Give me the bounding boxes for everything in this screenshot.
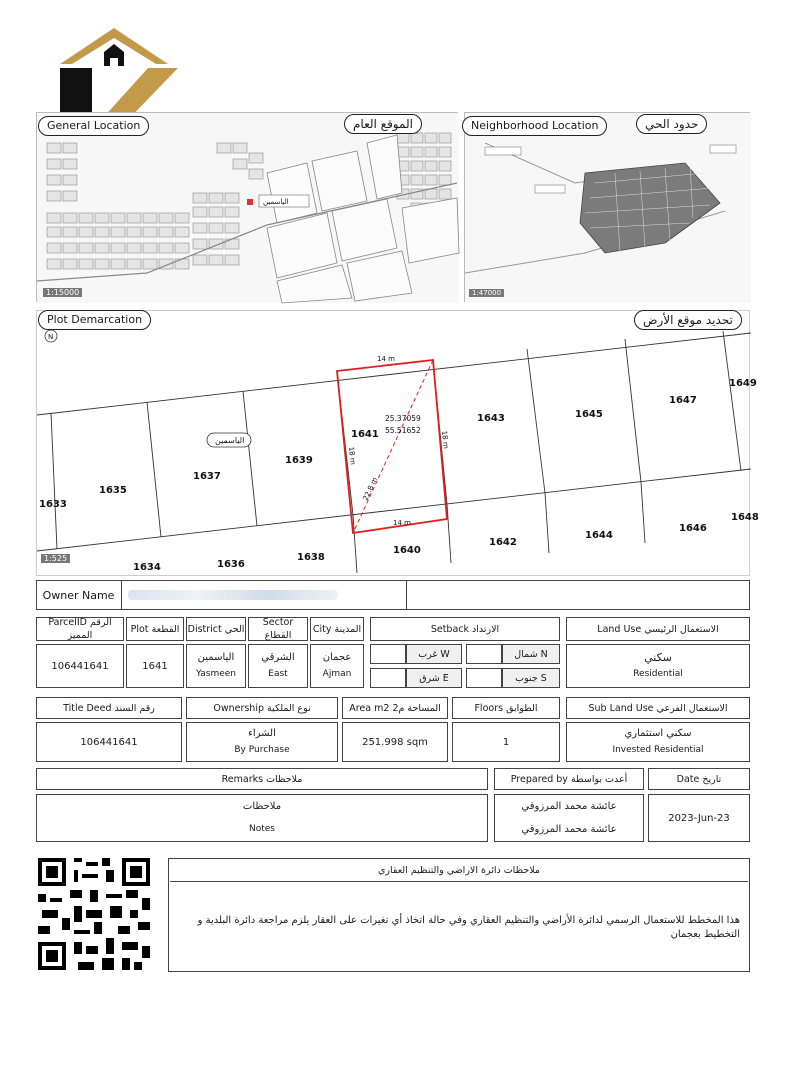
value-remarks-ar: ملاحظات: [242, 801, 282, 812]
general-location-map: [36, 112, 458, 302]
value-sub-land-use: [566, 722, 750, 762]
value-ownership-en: By Purchase: [234, 745, 290, 755]
qr-code: [38, 858, 150, 970]
setback-s-label: جنوب S: [502, 668, 560, 688]
header-parcel-id: ParcelID الرقم المميز: [36, 617, 124, 641]
neighborhood-location-label-ar: حدود الحي: [636, 114, 707, 134]
qr-code-icon: [38, 858, 150, 970]
plot-coord-1: 25.37059: [385, 414, 421, 423]
plot-dim-top: 14 m: [377, 355, 395, 363]
north-label: N: [48, 333, 54, 341]
lot-1648: 1648: [731, 512, 759, 523]
department-notes-title: ملاحظات دائرة الاراضي والتنظيم العقاري: [170, 860, 748, 882]
lot-1649: 1649: [729, 378, 757, 389]
plot-dim-right: 18 m: [440, 430, 450, 450]
plot-demarcation-map: [36, 310, 759, 576]
header-setback: Setback الارتداد: [370, 617, 560, 641]
lot-1647: 1647: [669, 395, 697, 406]
plot-demarcation-label: Plot Demarcation: [38, 310, 151, 330]
value-parcel-id: 106441641: [36, 644, 124, 688]
value-sector-en: East: [268, 669, 288, 679]
lot-1642: 1642: [489, 537, 517, 548]
plot-dim-diagonal: 22.8 m: [361, 476, 380, 502]
header-floors: Floors الطوابق: [452, 697, 560, 719]
neighborhood-map-scale: 1:47000: [469, 289, 504, 297]
value-plot: 1641: [126, 644, 184, 688]
lot-1635: 1635: [99, 485, 127, 496]
header-city: City المدينة: [310, 617, 364, 641]
general-map-area-label: الياسمين: [263, 198, 289, 206]
setback-e-label: شرق E: [406, 668, 462, 688]
lot-1634: 1634: [133, 562, 161, 573]
value-land-use: [566, 644, 750, 688]
general-location-label-ar: الموقع العام: [344, 114, 422, 134]
value-sector-ar: الشرقي: [261, 652, 295, 663]
lot-1633: 1633: [39, 499, 67, 510]
setback-e-value: [370, 668, 406, 688]
header-land-use: Land Use الاستعمال الرئيسي: [566, 617, 750, 641]
header-date: Date تاريخ: [648, 768, 750, 790]
general-map-scale: 1:15000: [43, 288, 82, 297]
value-prepared-by: [494, 794, 644, 842]
lot-1644: 1644: [585, 530, 613, 541]
value-title-deed: 106441641: [36, 722, 182, 762]
lot-1645: 1645: [575, 409, 603, 420]
value-sector: [248, 644, 308, 688]
value-district-en: Yasmeen: [195, 669, 236, 679]
value-city: [310, 644, 364, 688]
setback-s-value: [466, 668, 502, 688]
plot-coord-2: 55.51652: [385, 426, 421, 435]
value-floors: 1: [452, 722, 560, 762]
header-title-deed: Title Deed رقم السند: [36, 697, 182, 719]
plot-dim-bottom: 14 m: [393, 519, 411, 527]
owner-name-redacted: [128, 590, 338, 600]
lot-1643: 1643: [477, 413, 505, 424]
header-area: Area m2 المساحة م2: [342, 697, 448, 719]
value-ownership-ar: الشراء: [248, 728, 276, 739]
header-remarks: Remarks ملاحظات: [36, 768, 488, 790]
setback-n-label: شمال N: [502, 644, 560, 664]
plot-area-tag: الياسمين: [215, 436, 245, 445]
value-sub-land-use-en: Invested Residential: [612, 745, 704, 755]
header-sub-land-use: Sub Land Use الاستعمال الفرعي: [566, 697, 750, 719]
value-prepared-name-2: عائشة محمد المرزوقي: [521, 824, 617, 835]
general-location-label: General Location: [38, 116, 149, 136]
value-land-use-en: Residential: [633, 669, 683, 679]
plot-demarcation-label-ar: تحديد موقع الأرض: [634, 310, 742, 330]
owner-divider: [406, 580, 407, 610]
value-date: 2023-Jun-23: [648, 794, 750, 842]
lot-1638: 1638: [297, 552, 325, 563]
neighborhood-location-map: [464, 112, 750, 302]
lot-1636: 1636: [217, 559, 245, 570]
value-city-en: Ajman: [322, 669, 352, 679]
header-district: District الحي: [186, 617, 246, 641]
department-notes-text: هذا المخطط للاستعمال الرسمي لدائرة الأراضي والتنظيم العقاري وفي حالة اتخاذ أي تغيرات على العقار يلزم مراجعة دائرة البلدية و التخطيط بعجمان: [197, 915, 740, 940]
setback-n-value: [466, 644, 502, 664]
owner-name-label: Owner Name: [36, 580, 122, 610]
lot-1646: 1646: [679, 523, 707, 534]
lot-1641: 1641: [351, 429, 379, 440]
value-land-use-ar: سكني: [644, 651, 672, 664]
plot-scale: 1:525: [41, 554, 70, 563]
setback-w-value: [370, 644, 406, 664]
value-sub-land-use-ar: سكني استثماري: [624, 728, 692, 739]
value-remarks: [36, 794, 488, 842]
header-plot: Plot القطعة: [126, 617, 184, 641]
value-city-ar: عجمان: [322, 652, 352, 663]
value-area: 251.998 sqm: [342, 722, 448, 762]
lot-1639: 1639: [285, 455, 313, 466]
value-district: [186, 644, 246, 688]
value-district-ar: الياسمين: [197, 652, 235, 663]
plot-dim-left: 18 m: [347, 446, 357, 466]
value-prepared-name-1: عائشة محمد المرزوقي: [521, 801, 617, 812]
header-sector: Sector القطاع: [248, 617, 308, 641]
value-remarks-en: Notes: [249, 824, 275, 834]
header-prepared-by: Prepared by أعدت بواسطة: [494, 768, 644, 790]
setback-w-label: غرب W: [406, 644, 462, 664]
lot-1637: 1637: [193, 471, 221, 482]
lot-1640: 1640: [393, 545, 421, 556]
value-ownership: [186, 722, 338, 762]
neighborhood-location-label: Neighborhood Location: [462, 116, 607, 136]
header-ownership: Ownership نوع الملكية: [186, 697, 338, 719]
